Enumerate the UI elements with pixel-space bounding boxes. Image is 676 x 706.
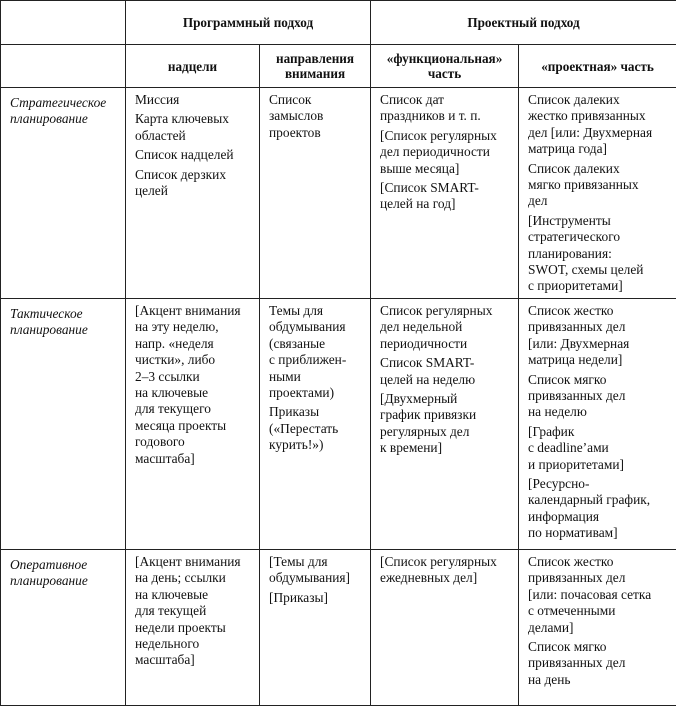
subheader-attention-directions <box>260 45 371 88</box>
list-item: [Акцент внимания на эту неделю, напр. «неделя чистки», либо 2–3 ссылки на ключевые для текущего месяца проекты годового масштаба] <box>135 303 253 467</box>
list-item: [Приказы] <box>269 590 364 606</box>
list-item: Список далеких жестко привязанных дел [или: Двухмерная матрица года] <box>528 92 670 158</box>
row-label-cell <box>1 88 126 299</box>
cell-supergoals <box>126 88 260 299</box>
list-item: Список регулярных дел недельной периодичности <box>380 303 512 352</box>
row-label-cell <box>1 299 126 550</box>
list-item: Миссия <box>135 92 253 108</box>
cell-project <box>519 88 676 299</box>
list-item: Темы для обдумывания (связаные с приближен- ными проектами) <box>269 303 364 401</box>
header-row-groups <box>1 1 676 45</box>
subheader-supergoals <box>126 45 260 88</box>
list-item: [График с deadline’ами и приоритетами] <box>528 424 670 473</box>
header-project-approach: Проектный подход <box>371 1 676 45</box>
list-item: Список жестко привязанных дел [или: Двухмерная матрица недели] <box>528 303 670 369</box>
list-item: [Акцент внимания на день; ссылки на ключевые для текущей недели проекты недельного масштаба] <box>135 554 253 669</box>
list-item: [Двухмерный график привязки регулярных дел к времени] <box>380 391 512 457</box>
list-item: Список мягко привязанных дел на неделю <box>528 372 670 421</box>
subheader-project-part <box>519 45 676 88</box>
table-row-operational <box>1 550 676 706</box>
cell-attention <box>260 88 371 299</box>
list-item: [Инструменты стратегического планирования: SWOT, схемы целей с приоритетами] <box>528 213 670 295</box>
subheader-label: надцели <box>168 59 217 74</box>
list-item: Список жестко привязанных дел [или: почасовая сетка с отмеченными делами] <box>528 554 670 636</box>
row-label: Оперативное планирование <box>10 557 121 590</box>
cell-attention <box>260 299 371 550</box>
list-item: Карта ключевых областей <box>135 111 253 144</box>
list-item: Список дат праздников и т. п. <box>380 92 512 125</box>
cell-project <box>519 299 676 550</box>
header-corner-cell <box>1 1 126 45</box>
table-row-tactical <box>1 299 676 550</box>
cell-attention <box>260 550 371 706</box>
list-item: [Список регулярных дел периодичности выше месяца] <box>380 128 512 177</box>
subheader-label: направления внимания <box>276 51 354 81</box>
row-label: Стратегическое планирование <box>10 95 121 128</box>
subheader-label: «проектная» часть <box>541 59 654 74</box>
subheader-label: «функциональная» часть <box>387 51 503 81</box>
cell-supergoals <box>126 550 260 706</box>
list-item: [Ресурсно- календарный график, информация по нормативам] <box>528 476 670 542</box>
list-item: Список далеких мягко привязанных дел <box>528 161 670 210</box>
list-item: Приказы («Перестать курить!») <box>269 404 364 453</box>
list-item: [Список SMART- целей на год] <box>380 180 512 213</box>
cell-supergoals <box>126 299 260 550</box>
list-item: Список SMART- целей на неделю <box>380 355 512 388</box>
row-label: Тактическое планирование <box>10 306 121 339</box>
list-item: [Темы для обдумывания] <box>269 554 364 587</box>
header-empty-cell <box>1 45 126 88</box>
list-item: Список замыслов проектов <box>269 92 364 141</box>
header-program-approach: Программный подход <box>126 1 371 45</box>
subheader-functional-part <box>371 45 519 88</box>
row-label-cell <box>1 550 126 706</box>
list-item: Список надцелей <box>135 147 253 163</box>
list-item: Список мягко привязанных дел на день <box>528 639 670 688</box>
cell-functional <box>371 88 519 299</box>
list-item: [Список регулярных ежедневных дел] <box>380 554 512 587</box>
table-row-strategic <box>1 88 676 299</box>
list-item: Список дерзких целей <box>135 167 253 200</box>
cell-functional <box>371 550 519 706</box>
cell-project <box>519 550 676 706</box>
cell-functional <box>371 299 519 550</box>
header-row-subcolumns <box>1 45 676 88</box>
